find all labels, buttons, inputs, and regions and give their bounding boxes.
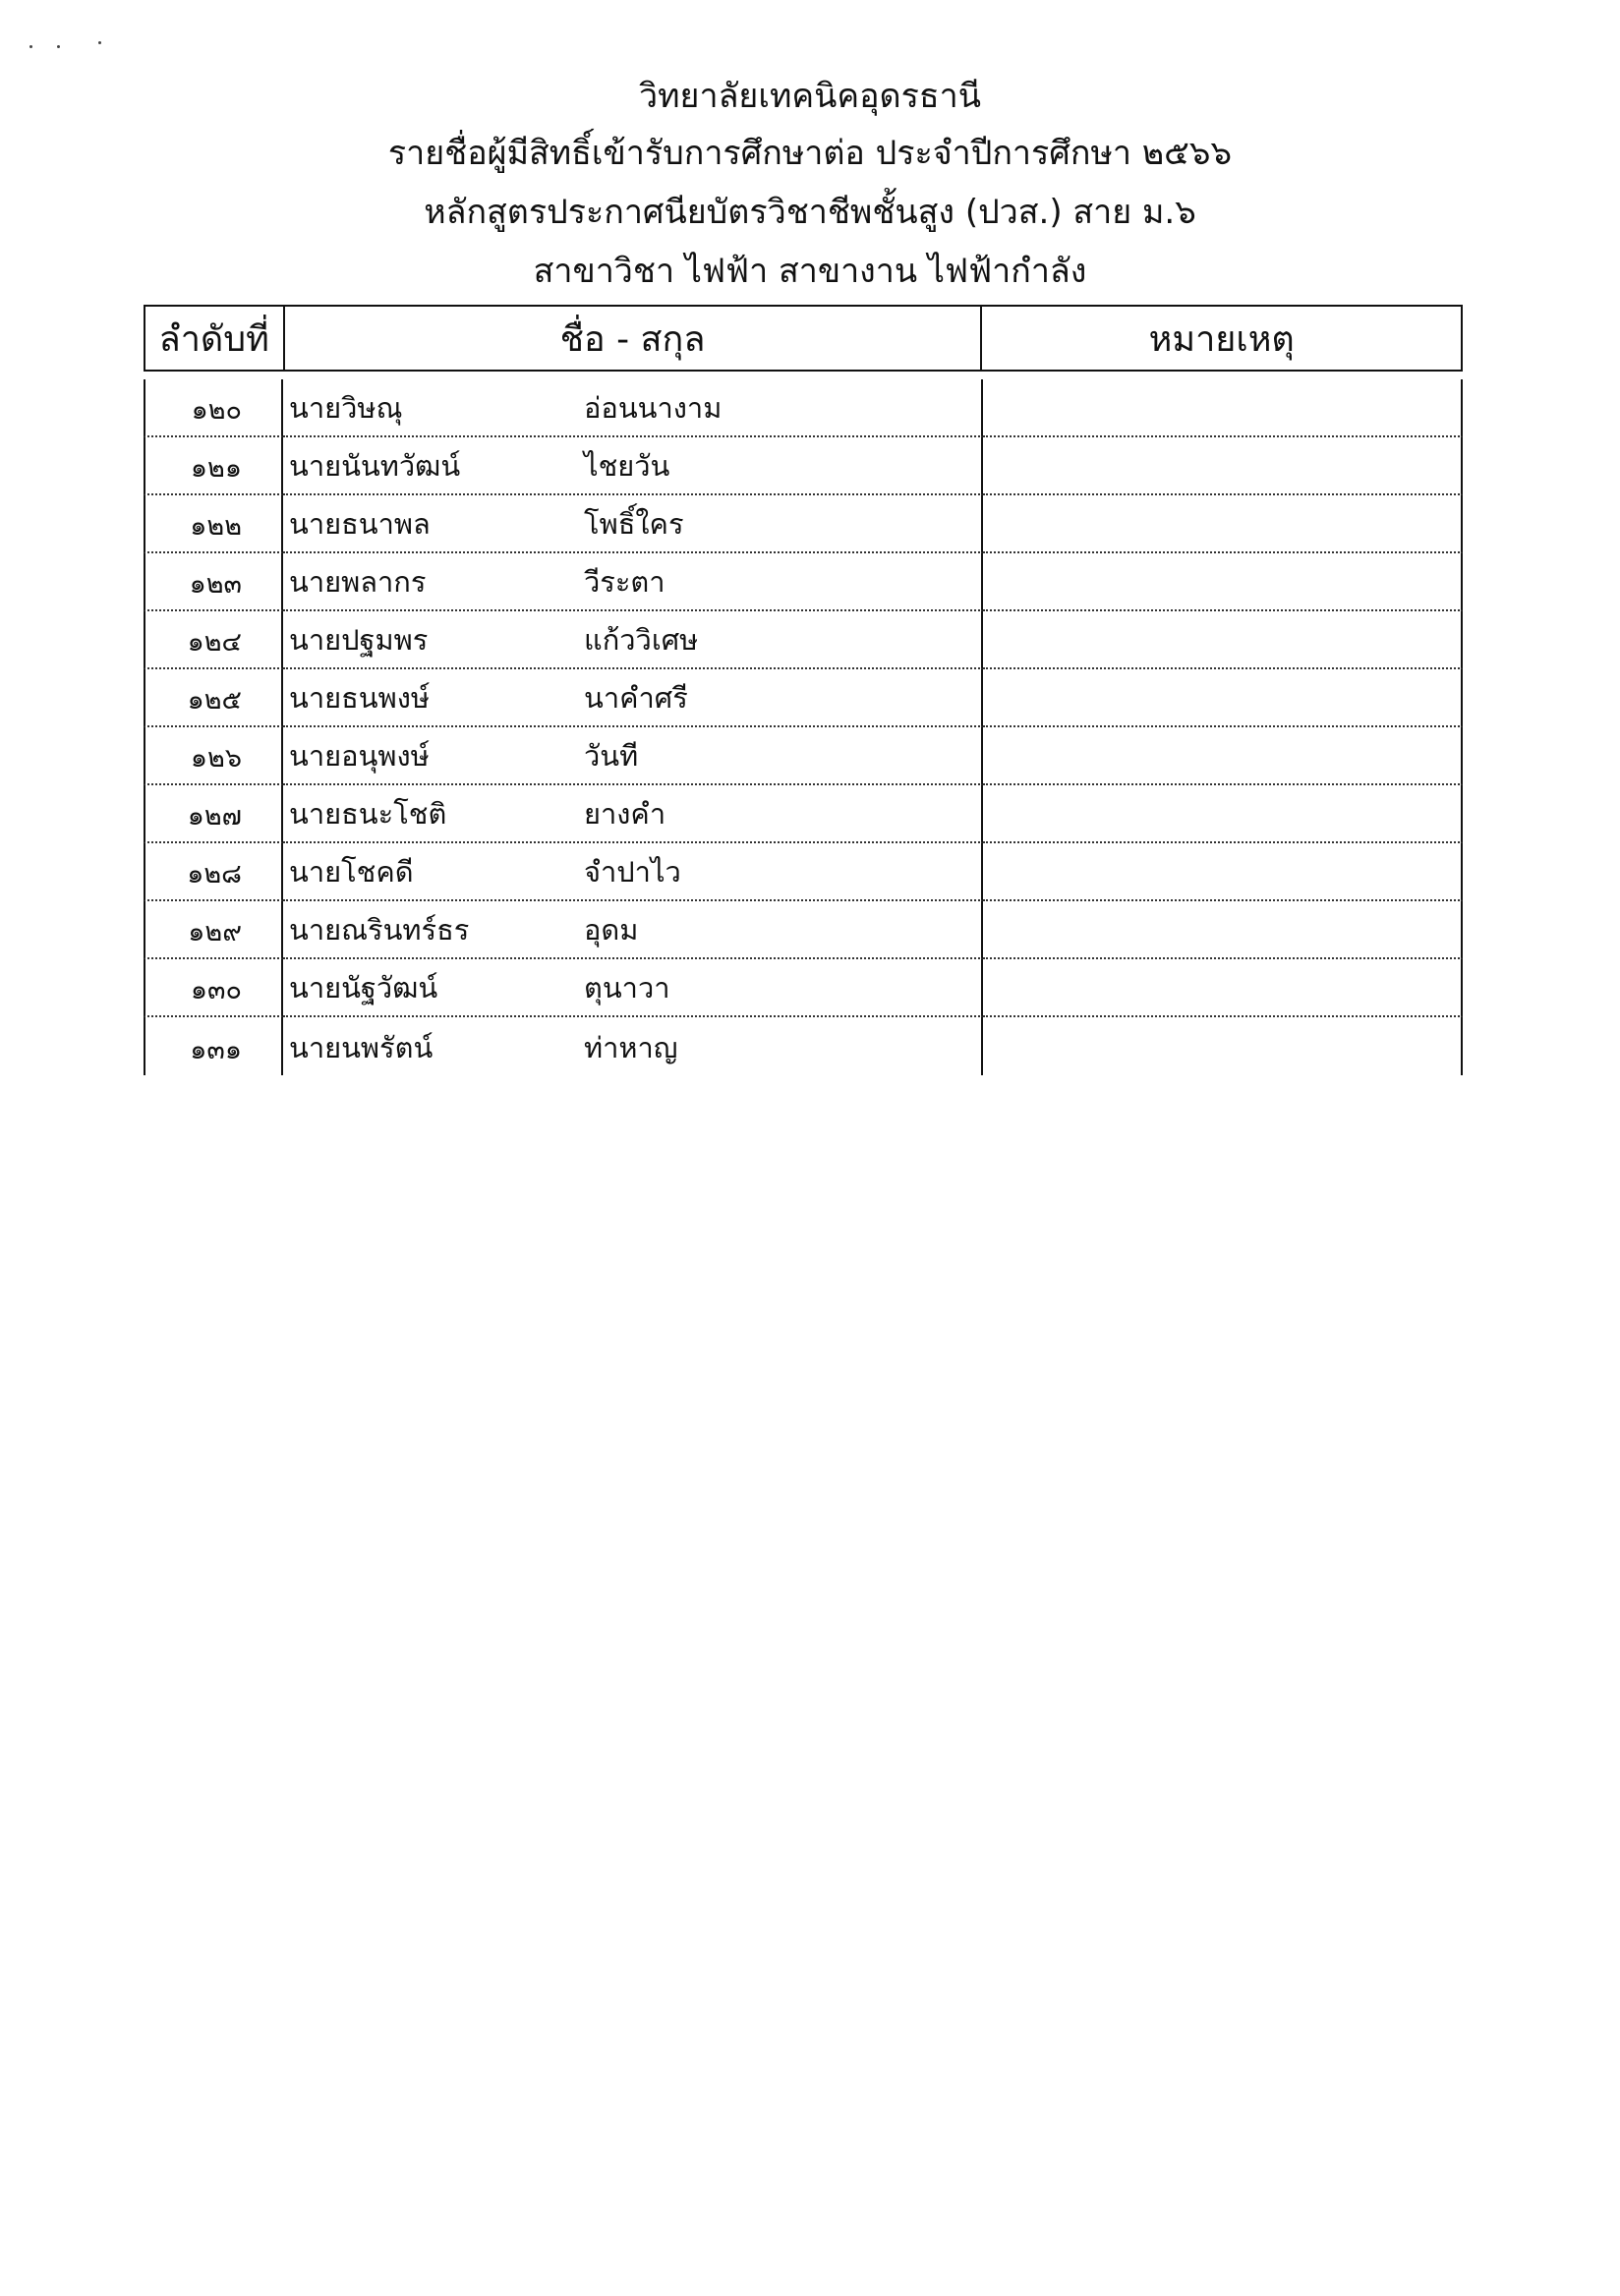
department-title: สาขาวิชา ไฟฟ้า สาขางาน ไฟฟ้ากำลัง xyxy=(533,252,1087,291)
row-full-name xyxy=(283,437,983,495)
last-name: จำปาไว xyxy=(584,855,681,889)
student-table xyxy=(144,305,1463,1075)
row-full-name xyxy=(283,611,983,669)
row-full-name xyxy=(283,495,983,553)
list-title: รายชื่อผู้มีสิทธิ์เข้ารับการศึกษาต่อ ประจำปีการศึกษา ๒๕๖๖ xyxy=(387,134,1233,173)
table-row xyxy=(144,785,1463,843)
last-name: แก้ววิเศษ xyxy=(584,623,699,657)
first-name: นายอนุพงษ์ xyxy=(289,739,430,773)
document-header xyxy=(0,69,1620,301)
last-name: ไชยวัน xyxy=(584,449,670,483)
scan-speck xyxy=(98,41,101,44)
first-name: นายธนาพล xyxy=(289,507,431,541)
table-row xyxy=(144,1017,1463,1075)
table-row xyxy=(144,611,1463,669)
last-name: วีระตา xyxy=(584,565,665,599)
last-name: อุดม xyxy=(584,913,639,947)
row-full-name xyxy=(283,669,983,727)
first-name: นายธนะโชติ xyxy=(289,797,447,831)
table-row xyxy=(144,901,1463,959)
row-note xyxy=(983,727,1463,785)
row-order-number: ๑๒๑ xyxy=(144,437,283,495)
scan-speck xyxy=(57,45,60,48)
row-note xyxy=(983,379,1463,437)
first-name: นายณรินทร์ธร xyxy=(289,913,470,947)
first-name: นายนันทวัฒน์ xyxy=(289,449,461,483)
table-header xyxy=(144,305,1463,372)
college-name: วิทยาลัยเทคนิคอุดรธานี xyxy=(639,77,981,116)
first-name: นายปฐมพร xyxy=(289,623,429,657)
row-order-number: ๑๒๒ xyxy=(144,495,283,553)
row-order-number: ๑๒๕ xyxy=(144,669,283,727)
header-order: ลำดับที่ xyxy=(145,307,285,370)
row-full-name xyxy=(283,1017,983,1075)
table-row xyxy=(144,727,1463,785)
row-note xyxy=(983,437,1463,495)
last-name: นาคำศรี xyxy=(584,681,688,715)
row-note xyxy=(983,611,1463,669)
last-name: วันที xyxy=(584,739,639,773)
first-name: นายนพรัตน์ xyxy=(289,1031,434,1064)
header-name: ชื่อ - สกุล xyxy=(285,307,983,370)
table-row xyxy=(144,669,1463,727)
first-name: นายพลากร xyxy=(289,565,427,599)
row-note xyxy=(983,959,1463,1017)
row-full-name xyxy=(283,379,983,437)
row-order-number: ๑๒๓ xyxy=(144,553,283,611)
row-note xyxy=(983,785,1463,843)
row-order-number: ๑๒๖ xyxy=(144,727,283,785)
first-name: นายวิษณุ xyxy=(289,391,403,425)
first-name: นายนัฐวัฒน์ xyxy=(289,971,438,1004)
table-row xyxy=(144,495,1463,553)
row-order-number: ๑๓๑ xyxy=(144,1017,283,1075)
row-note xyxy=(983,1017,1463,1075)
row-order-number: ๑๒๐ xyxy=(144,379,283,437)
row-full-name xyxy=(283,843,983,901)
row-note xyxy=(983,843,1463,901)
row-order-number: ๑๒๙ xyxy=(144,901,283,959)
table-row xyxy=(144,379,1463,437)
row-full-name xyxy=(283,727,983,785)
row-full-name xyxy=(283,959,983,1017)
table-row xyxy=(144,553,1463,611)
row-note xyxy=(983,901,1463,959)
last-name: อ่อนนางาม xyxy=(584,391,723,425)
row-full-name xyxy=(283,553,983,611)
header-note: หมายเหตุ xyxy=(1148,318,1295,360)
row-order-number: ๑๒๘ xyxy=(144,843,283,901)
first-name: นายโชคดี xyxy=(289,855,414,889)
scan-speck xyxy=(29,45,32,48)
row-note xyxy=(983,495,1463,553)
table-row xyxy=(144,437,1463,495)
row-full-name xyxy=(283,901,983,959)
row-note xyxy=(983,553,1463,611)
row-full-name xyxy=(283,785,983,843)
first-name: นายธนพงษ์ xyxy=(289,681,431,715)
row-order-number: ๑๒๔ xyxy=(144,611,283,669)
last-name: ยางคำ xyxy=(584,797,666,831)
last-name: ตุนาวา xyxy=(584,971,670,1004)
table-body xyxy=(144,379,1463,1075)
table-row xyxy=(144,959,1463,1017)
last-name: ท่าหาญ xyxy=(584,1031,678,1064)
row-note xyxy=(983,669,1463,727)
last-name: โพธิ์ใคร xyxy=(584,507,684,541)
table-row xyxy=(144,843,1463,901)
row-order-number: ๑๓๐ xyxy=(144,959,283,1017)
program-title: หลักสูตรประกาศนียบัตรวิชาชีพชั้นสูง (ปวส.) สาย ม.๖ xyxy=(424,193,1196,232)
row-order-number: ๑๒๗ xyxy=(144,785,283,843)
